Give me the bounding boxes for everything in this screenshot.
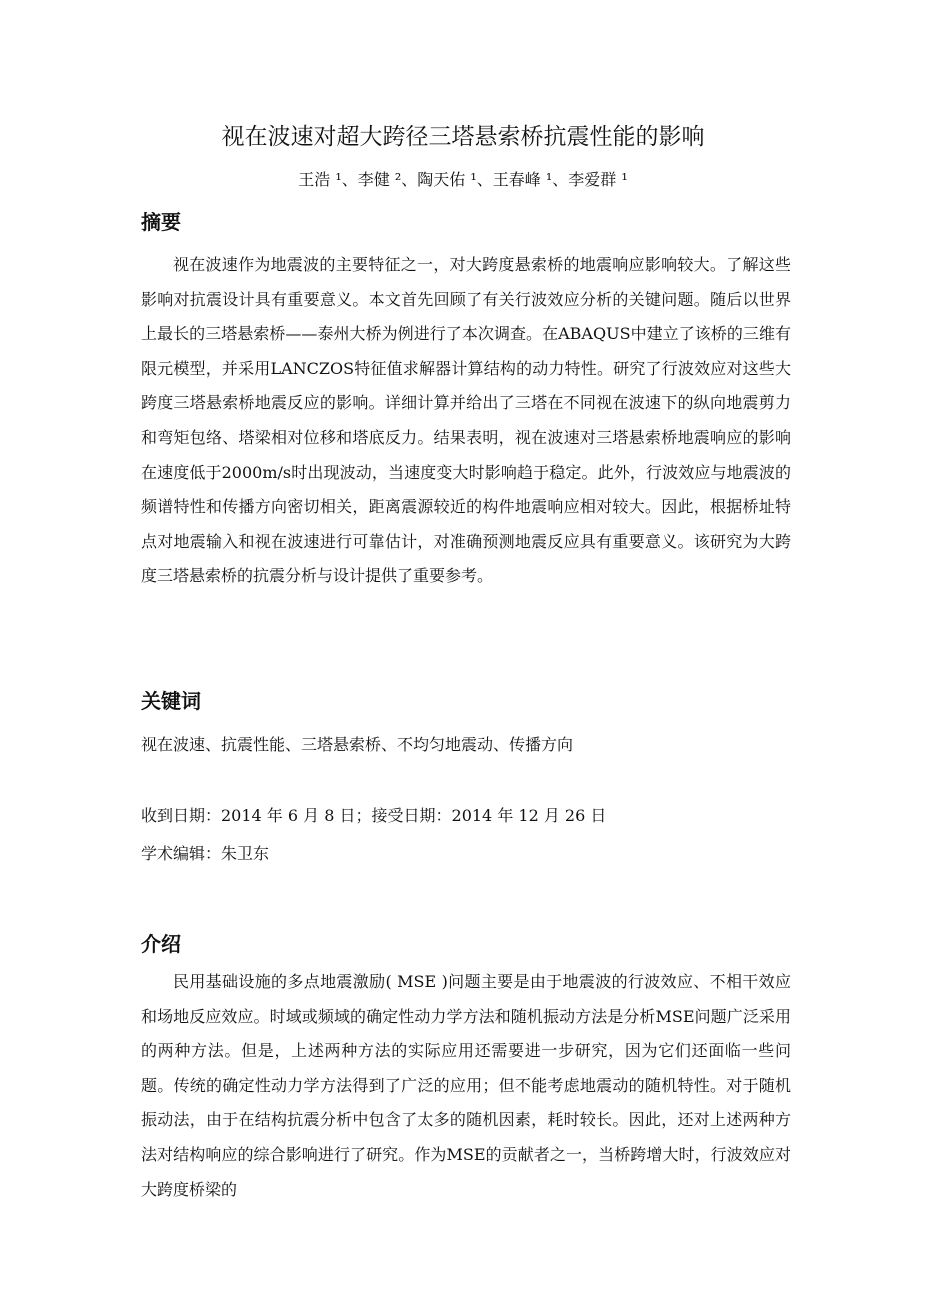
paper-title: 视在波速对超大跨径三塔悬索桥抗震性能的影响 — [221, 124, 705, 150]
abstract-body — [141, 248, 791, 594]
academic-editor: 学术编辑：朱卫东 — [141, 844, 270, 863]
author-list: 王浩 ¹、李健 ²、陶天佑 ¹、王春峰 ¹、李爱群 ¹ — [298, 170, 628, 189]
abstract-heading: 摘要 — [141, 210, 181, 234]
introduction-body — [141, 965, 791, 1207]
received-accepted-dates: 收到日期：2014 年 6 月 8 日；接受日期：2014 年 12 月 26 日 — [141, 806, 607, 825]
keywords-heading: 关键词 — [141, 689, 201, 713]
abstract-paragraph: 视在波速作为地震波的主要特征之一，对大跨度悬索桥的地震响应影响较大。了解这些影响对抗震设计具有重要意义。本文首先回顾了有关行波效应分析的关键问题。随后以世界上最长的三塔悬索桥——泰州大桥为例进行了本次调查。在ABAQUS中建立了该桥的三维有限元模型，并采用LANCZOS特征值求解器计算结构的动力特性。研究了行波效应对这些大跨度三塔悬索桥地震反应的影响。详细计算并给出了三塔在不同视在波速下的纵向地震剪力和弯矩包络、塔梁相对位移和塔底反力。结果表明，视在波速对三塔悬索桥地震响应的影响在速度低于2000m/s时出现波动，当速度变大时影响趋于稳定。此外，行波效应与地震波的频谱特性和传播方向密切相关，距离震源较近的构件地震响应相对较大。因此，根据桥址特点对地震输入和视在波速进行可靠估计，对准确预测地震反应具有重要意义。该研究为大跨度三塔悬索桥的抗震分析与设计提供了重要参考。 — [141, 255, 791, 586]
keywords-text: 视在波速、抗震性能、三塔悬索桥、不均匀地震动、传播方向 — [141, 735, 574, 754]
introduction-heading: 介绍 — [141, 932, 181, 956]
introduction-paragraph: 民用基础设施的多点地震激励( MSE )问题主要是由于地震波的行波效应、不相干效应和场地反应效应。时域或频域的确定性动力学方法和随机振动方法是分析MSE问题广泛采用的两种方法。但是，上述两种方法的实际应用还需要进一步研究，因为它们还面临一些问题。传统的确定性动力学方法得到了广泛的应用；但不能考虑地震动的随机特性。对于随机振动法，由于在结构抗震分析中包含了太多的随机因素，耗时较长。因此，还对上述两种方法对结构响应的综合影响进行了研究。作为MSE的贡献者之一，当桥跨增大时，行波效应对大跨度桥梁的 — [141, 972, 791, 1199]
